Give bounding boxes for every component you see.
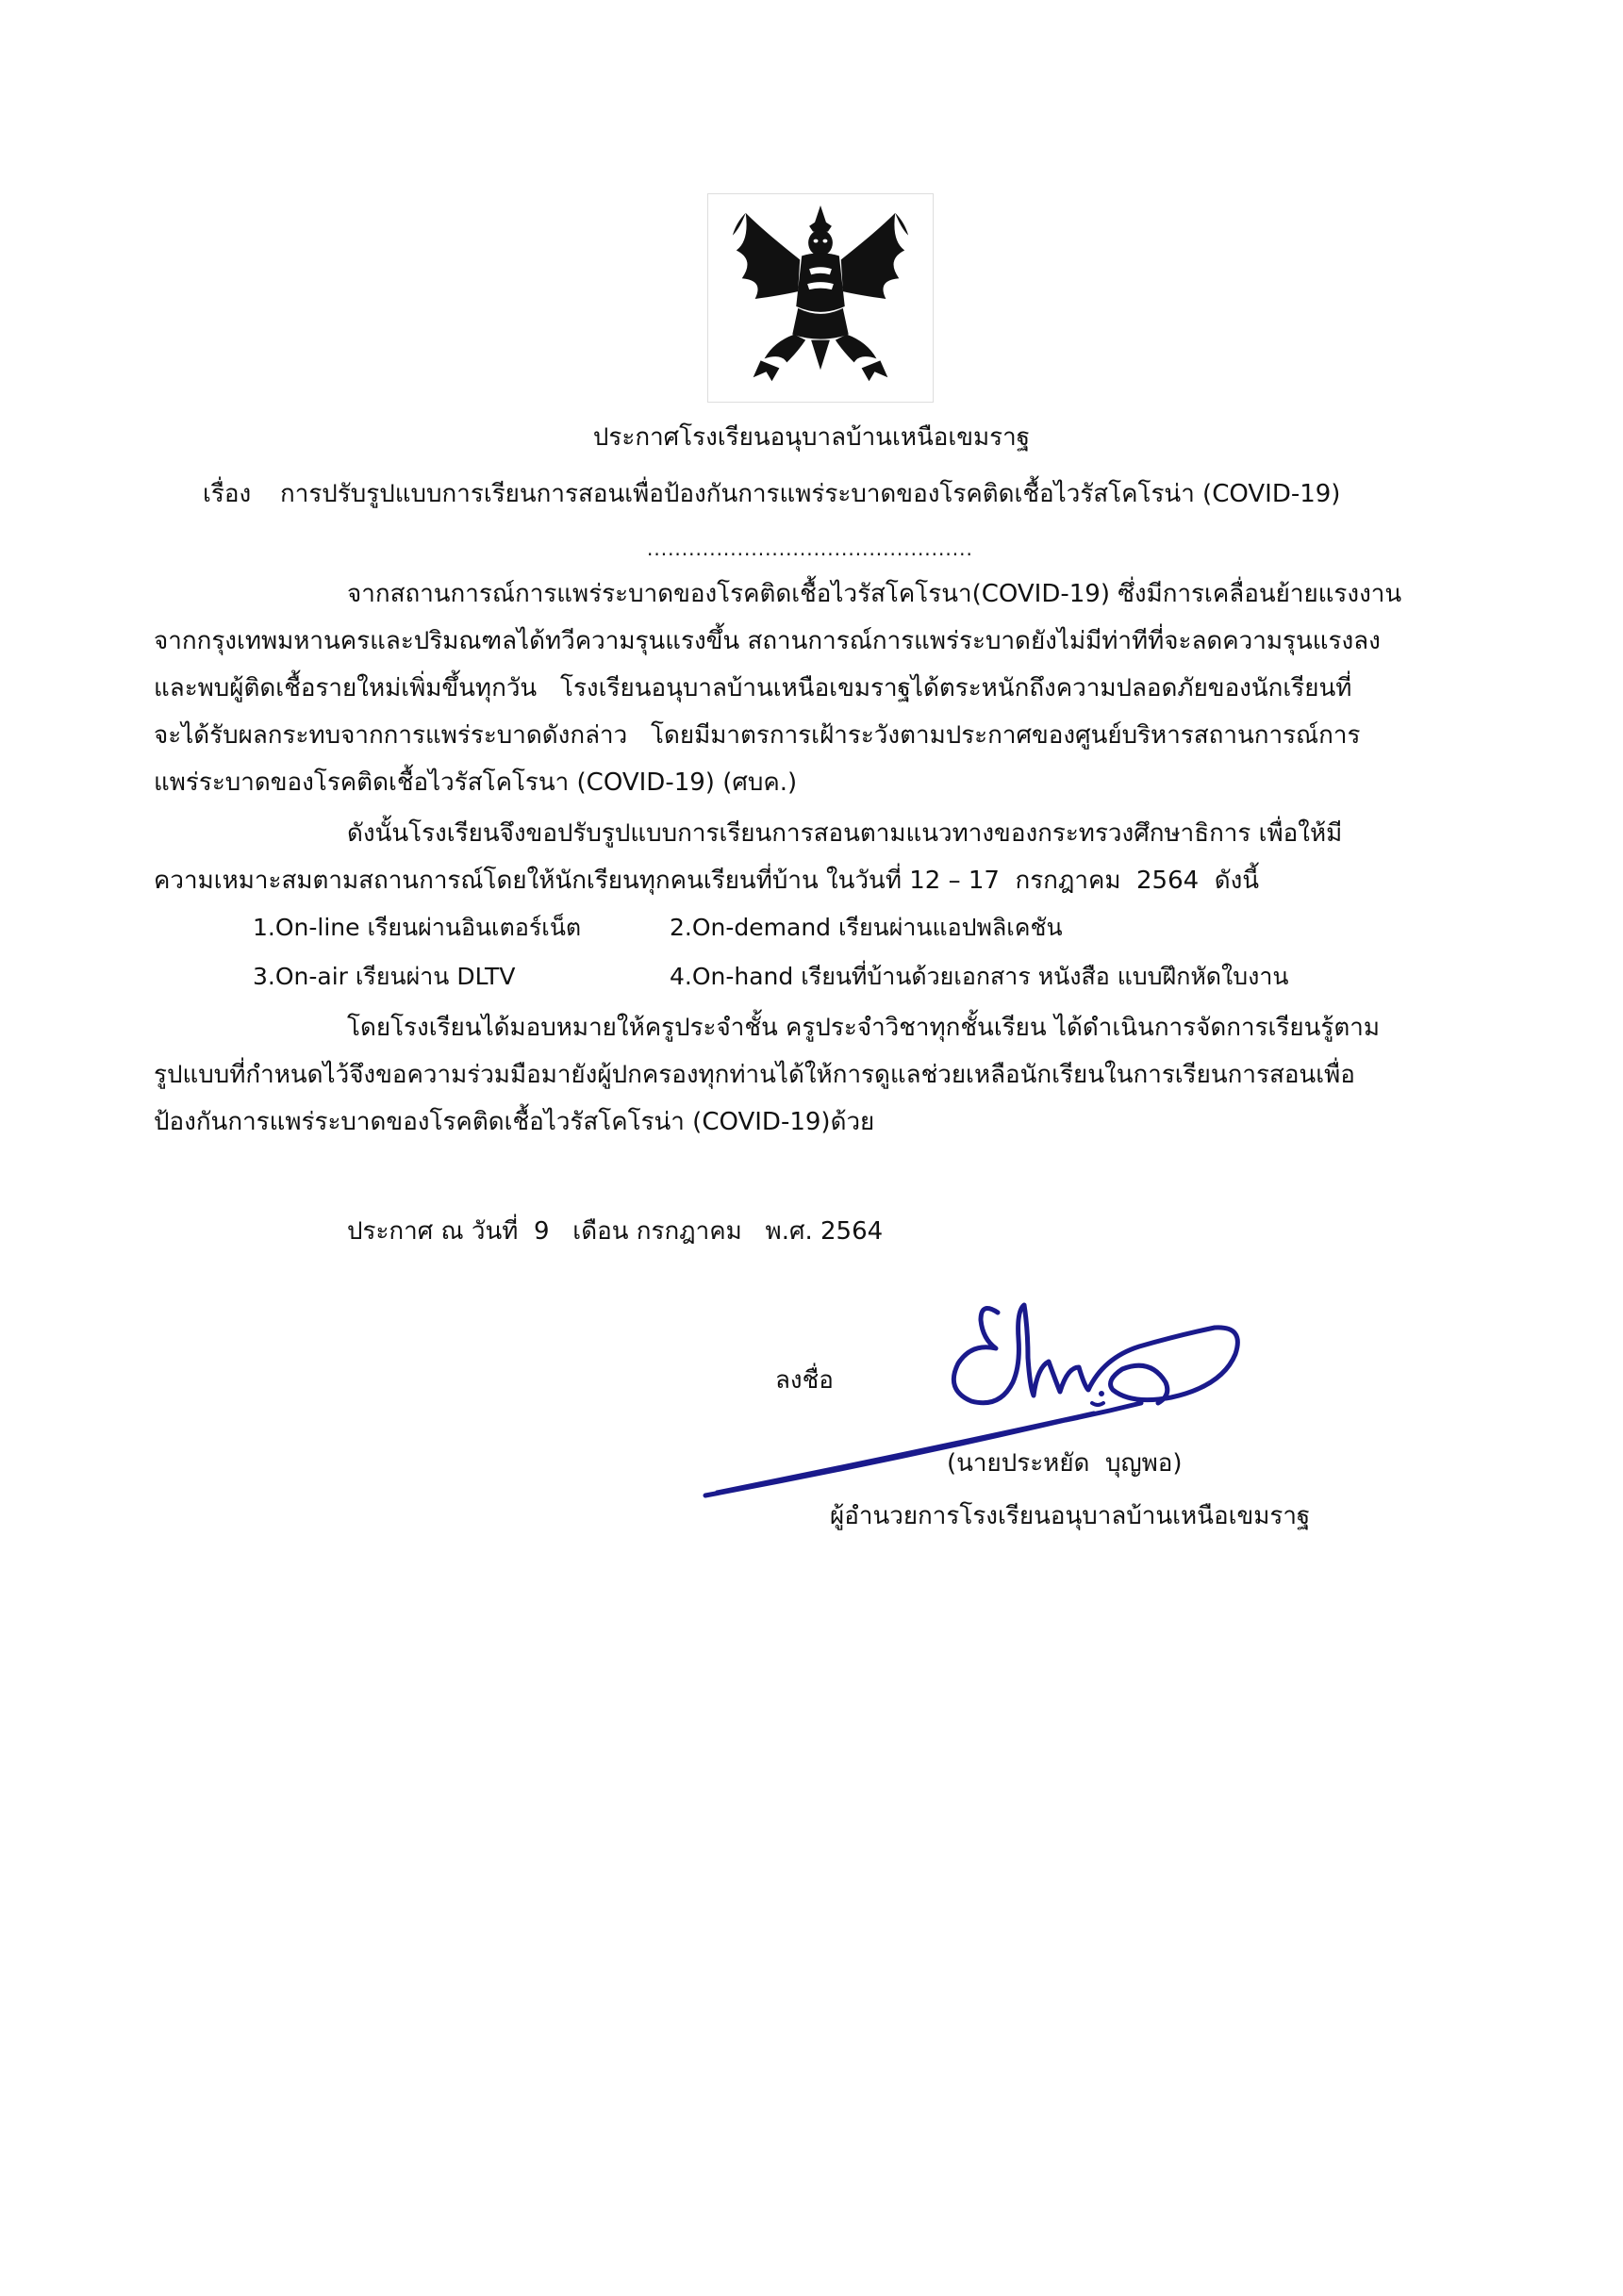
paragraph3-line2: รูปแบบที่กำหนดไว้จึงขอความร่วมมือมายังผู้ปกครองทุกท่านได้ให้การดูแลช่วยเหลือนักเรียนในการเรียนการสอนเพื่อ: [154, 1061, 1355, 1089]
list-item: 1.On-line เรียนผ่านอินเตอร์เน็ต: [253, 914, 582, 941]
subject-text: การปรับรูปแบบการเรียนการสอนเพื่อป้องกันการแพร่ระบาดของโรคติดเชื้อไวรัสโคโรน่า (COVID-19): [280, 480, 1341, 508]
list-item: 3.On-air เรียนผ่าน DLTV: [253, 963, 516, 990]
paragraph1-line4: จะได้รับผลกระทบจากการแพร่ระบาดดังกล่าว โดยมีมาตรการเฝ้าระวังตามประกาศของศูนย์บริหารสถานการณ์การ: [154, 721, 1361, 750]
announcement-title: ประกาศโรงเรียนอนุบาลบ้านเหนือเขมราฐ: [592, 423, 1031, 452]
signer-position: ผู้อำนวยการโรงเรียนอนุบาลบ้านเหนือเขมราฐ: [830, 1502, 1311, 1530]
paragraph3-line3: ป้องกันการแพร่ระบาดของโรคติดเชื้อไวรัสโคโรน่า (COVID-19)ด้วย: [154, 1108, 875, 1136]
title-divider: ...............................................: [647, 537, 973, 560]
paragraph1-line1: จากสถานการณ์การแพร่ระบาดของโรคติดเชื้อไวรัสโคโรนา(COVID-19) ซึ่งมีการเคลื่อนย้ายแรงงาน: [347, 580, 1402, 608]
paragraph2-line2: ความเหมาะสมตามสถานการณ์โดยให้นักเรียนทุกคนเรียนที่บ้าน ในวันที่ 12 – 17 กรกฎาคม 2564 ดังนี้: [154, 867, 1260, 895]
paragraph1-line5: แพร่ระบาดของโรคติดเชื้อไวรัสโคโรนา (COVID-19) (ศบค.): [154, 768, 798, 797]
list-item: 2.On-demand เรียนผ่านแอปพลิเคชัน: [670, 914, 1063, 941]
paragraph2-line1: ดังนั้นโรงเรียนจึงขอปรับรูปแบบการเรียนการสอนตามแนวทางของกระทรวงศึกษาธิการ เพื่อให้มี: [347, 819, 1343, 848]
sign-label: ลงชื่อ: [775, 1366, 834, 1395]
garuda-emblem-icon: [707, 193, 934, 403]
subject-line: [203, 479, 1340, 509]
list-item: 4.On-hand เรียนที่บ้านด้วยเอกสาร หนังสือ แบบฝึกหัดใบงาน: [670, 963, 1289, 990]
paragraph1-line2: จากกรุงเทพมหานครและปริมณฑลได้ทวีความรุนแรงขึ้น สถานการณ์การแพร่ระบาดยังไม่มีท่าทีที่จะลดความรุนแรงลง: [154, 627, 1381, 655]
date-line: ประกาศ ณ วันที่ 9 เดือน กรกฎาคม พ.ศ. 2564: [347, 1217, 884, 1246]
handwritten-signature-icon: [698, 1292, 1264, 1528]
paragraph1-line3: และพบผู้ติดเชื้อรายใหม่เพิ่มขึ้นทุกวัน โรงเรียนอนุบาลบ้านเหนือเขมราฐได้ตระหนักถึงความปลอดภัยของนักเรียนที่: [154, 674, 1352, 702]
subject-label: เรื่อง: [203, 480, 252, 508]
paragraph3-line1: โดยโรงเรียนได้มอบหมายให้ครูประจำชั้น ครูประจำวิชาทุกชั้นเรียน ได้ดำเนินการจัดการเรียนรู้ตาม: [347, 1014, 1380, 1042]
signer-name: (นายประหยัด บุญพอ): [947, 1449, 1183, 1478]
